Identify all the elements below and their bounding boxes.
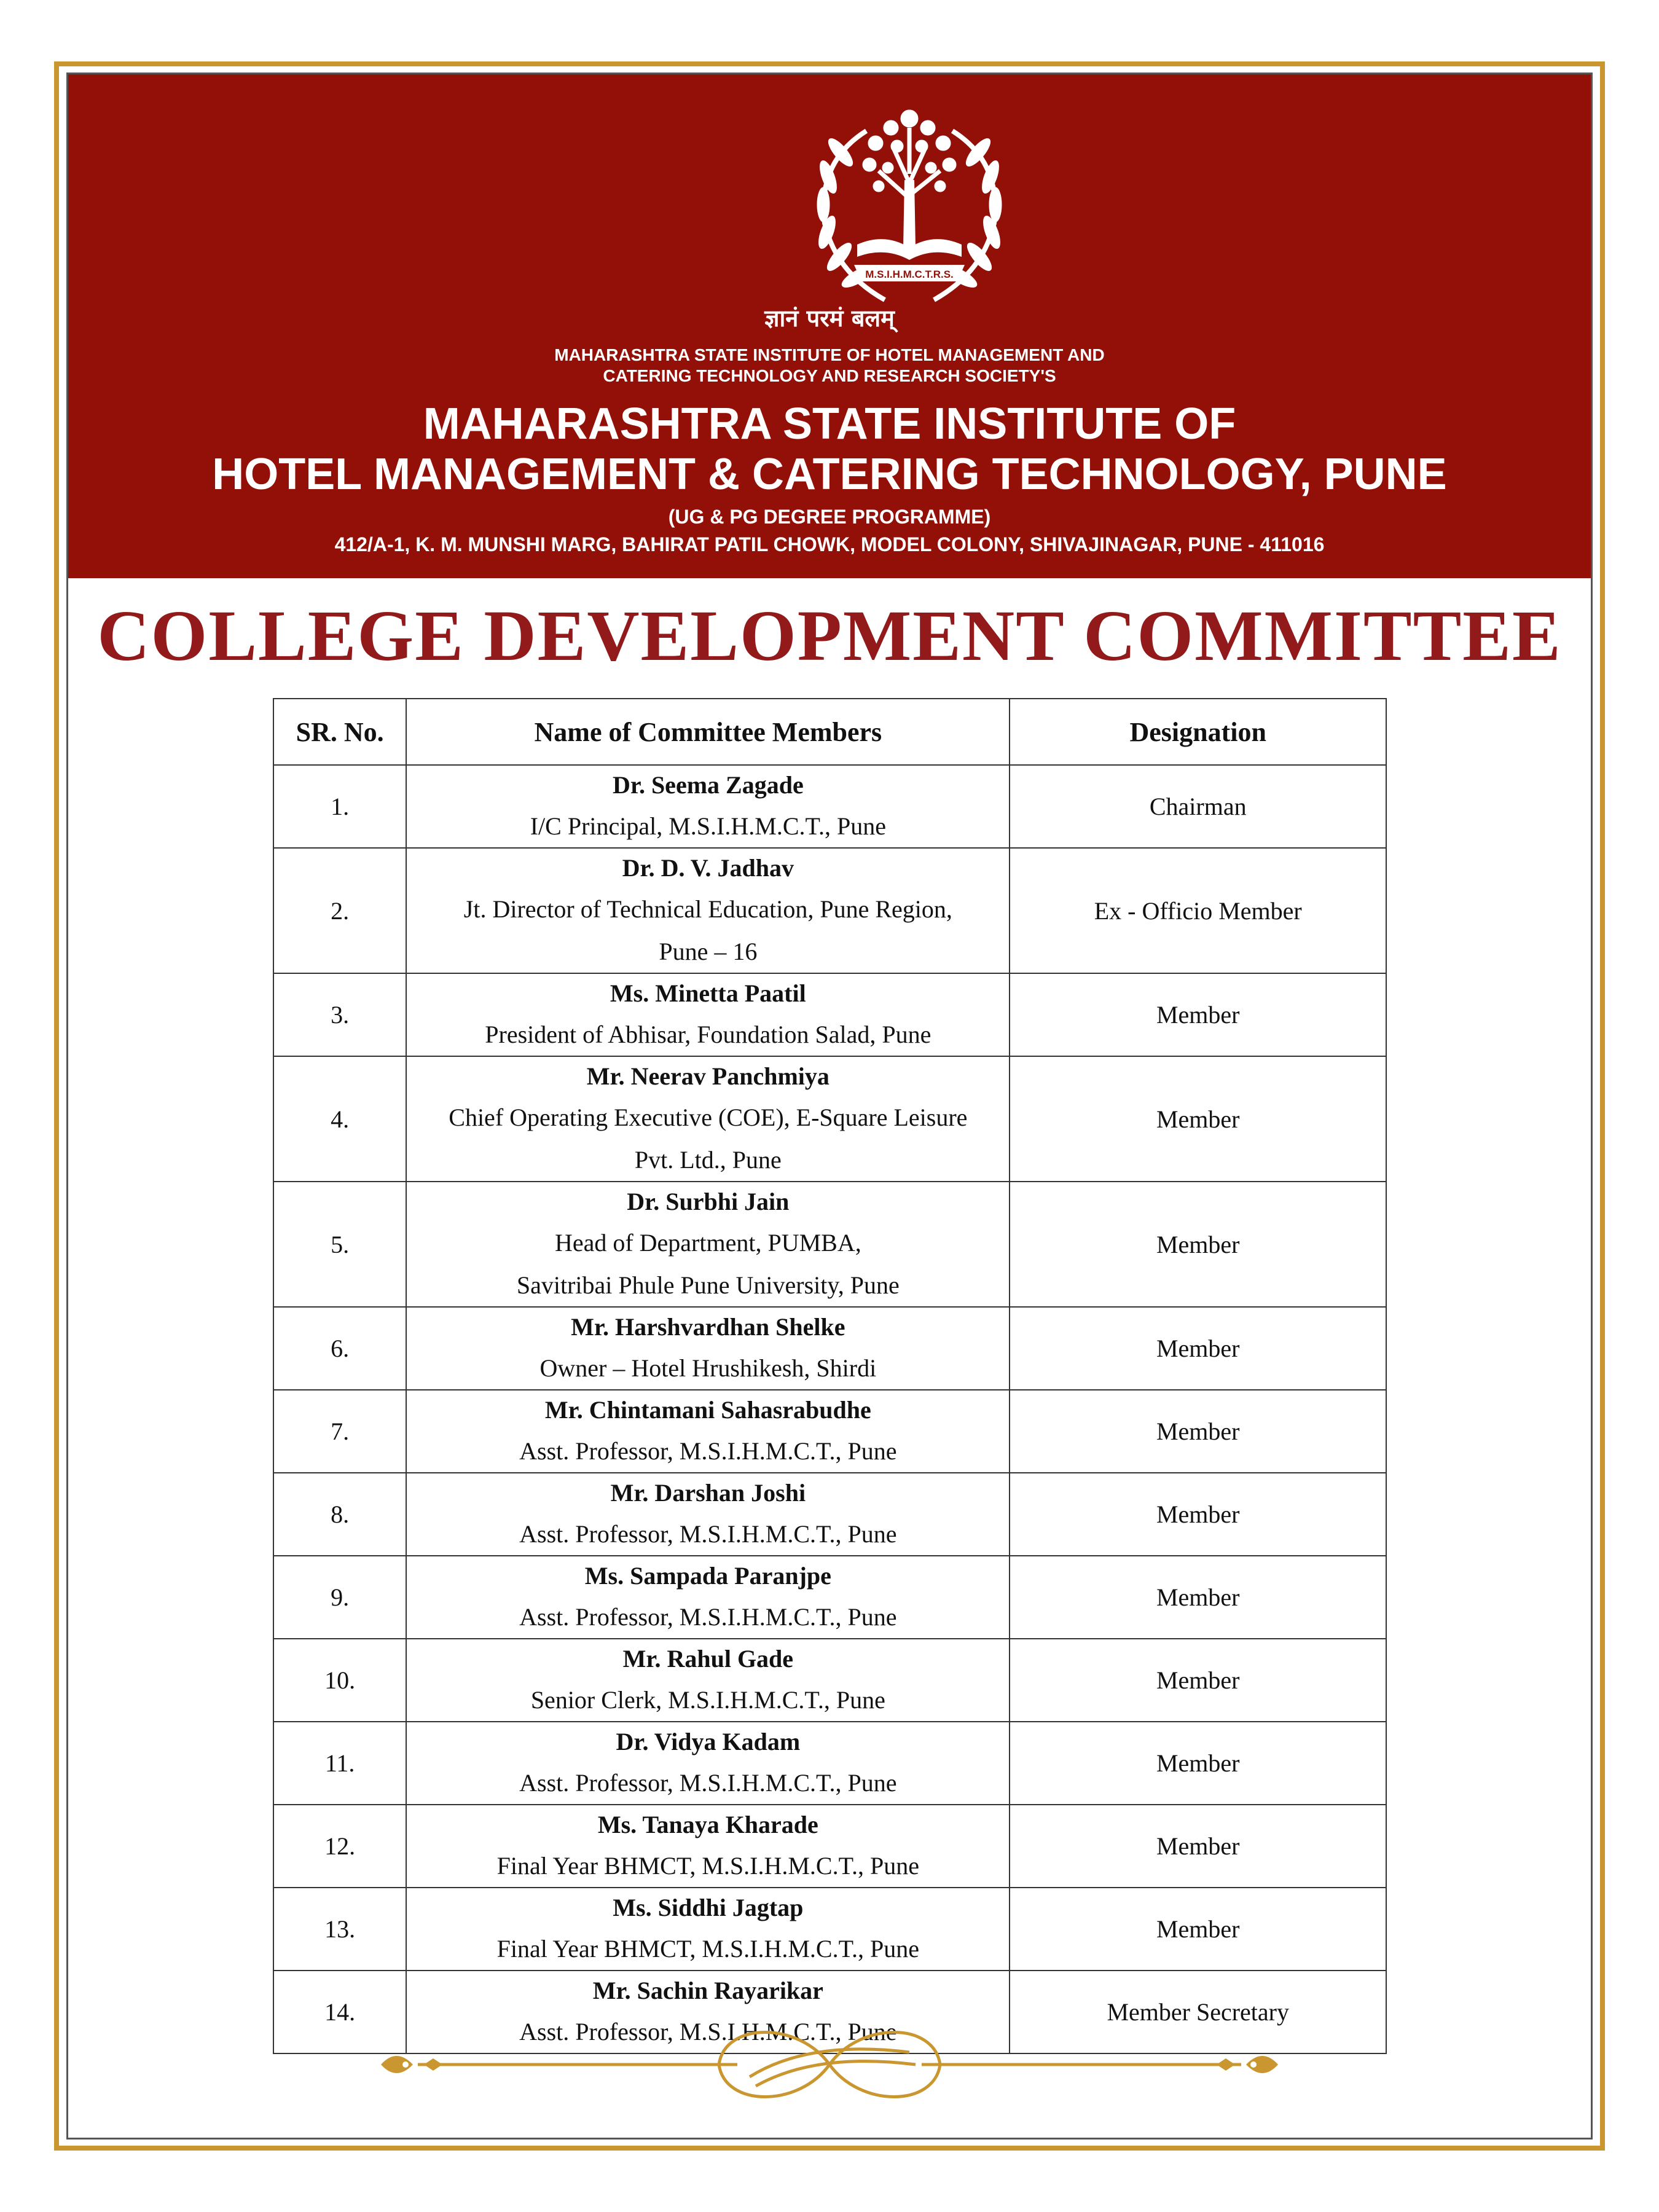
member-cell (406, 1307, 1010, 1390)
society-line-1: MAHARASHTRA STATE INSTITUTE OF HOTEL MANAGEMENT AND (554, 345, 1105, 364)
designation-cell: Member (1010, 1473, 1386, 1556)
member-name: Ms. Tanaya Kharade (597, 1811, 818, 1838)
member-detail: Pvt. Ltd., Pune (634, 1146, 782, 1174)
member-cell (406, 1390, 1010, 1473)
column-header-name: Name of Committee Members (406, 699, 1010, 765)
table-header-row (273, 699, 1386, 765)
member-name: Mr. Darshan Joshi (610, 1479, 806, 1507)
table-row (273, 1182, 1386, 1307)
sr-no-cell: 5. (273, 1182, 406, 1307)
member-name: Mr. Rahul Gade (622, 1645, 794, 1673)
motto: ज्ञानं परमं बलम् (764, 305, 895, 332)
member-detail: Savitribai Phule Pune University, Pune (516, 1271, 900, 1299)
society-name (68, 345, 1591, 386)
member-detail: Chief Operating Executive (COE), E-Square Leisure (449, 1104, 968, 1131)
member-name: Ms. Siddhi Jagtap (613, 1894, 804, 1921)
member-name: Ms. Minetta Paatil (610, 979, 806, 1007)
table-row (273, 1307, 1386, 1390)
member-cell (406, 765, 1010, 848)
member-detail: President of Abhisar, Foundation Salad, Pune (485, 1021, 931, 1048)
member-detail: Final Year BHMCT, M.S.I.H.M.C.T., Pune (496, 1935, 920, 1963)
sr-no-cell: 6. (273, 1307, 406, 1390)
table-row (273, 848, 1386, 973)
member-cell (406, 1722, 1010, 1805)
column-header-sr-no: SR. No. (273, 699, 406, 765)
page-title: COLLEGE DEVELOPMENT COMMITTEE (97, 595, 1562, 676)
sr-no-cell: 8. (273, 1473, 406, 1556)
member-detail: Asst. Professor, M.S.I.H.M.C.T., Pune (519, 2018, 897, 2045)
decorative-flourish-icon (369, 2009, 1290, 2120)
institute-address: 412/A-1, K. M. MUNSHI MARG, BAHIRAT PATIL CHOWK, MODEL COLONY, SHIVAJINAGAR, PUNE - 411016 (334, 533, 1325, 555)
member-name: Mr. Harshvardhan Shelke (571, 1313, 845, 1341)
member-detail: Head of Department, PUMBA, (554, 1229, 861, 1257)
designation-cell: Member (1010, 1056, 1386, 1182)
member-name: Mr. Sachin Rayarikar (592, 1977, 823, 2004)
member-cell (406, 1182, 1010, 1307)
sr-no-cell: 2. (273, 848, 406, 973)
sr-no-cell: 11. (273, 1722, 406, 1805)
designation-cell: Member (1010, 1805, 1386, 1888)
member-cell (406, 1805, 1010, 1888)
sr-no-cell: 10. (273, 1639, 406, 1722)
table-row (273, 973, 1386, 1056)
table-row (273, 765, 1386, 848)
designation-cell: Member (1010, 1182, 1386, 1307)
sr-no-cell: 13. (273, 1888, 406, 1971)
designation-cell: Member (1010, 1888, 1386, 1971)
table-row (273, 1722, 1386, 1805)
table-row (273, 1473, 1386, 1556)
table-row (273, 1888, 1386, 1971)
table-row (273, 1056, 1386, 1182)
member-detail: Asst. Professor, M.S.I.H.M.C.T., Pune (519, 1520, 897, 1548)
sr-no-cell: 12. (273, 1805, 406, 1888)
sr-no-cell: 7. (273, 1390, 406, 1473)
sr-no-cell: 1. (273, 765, 406, 848)
designation-cell: Member (1010, 1390, 1386, 1473)
designation-cell: Member (1010, 973, 1386, 1056)
designation-cell: Chairman (1010, 765, 1386, 848)
society-line-2: CATERING TECHNOLOGY AND RESEARCH SOCIETY'S (603, 366, 1056, 385)
table-row (273, 1805, 1386, 1888)
program-label: (UG & PG DEGREE PROGRAMME) (668, 506, 991, 528)
designation-cell: Member (1010, 1639, 1386, 1722)
member-cell (406, 848, 1010, 973)
sr-no-cell: 14. (273, 1971, 406, 2053)
designation-cell: Ex - Officio Member (1010, 848, 1386, 973)
member-detail: Senior Clerk, M.S.I.H.M.C.T., Pune (530, 1686, 885, 1714)
member-cell (406, 1639, 1010, 1722)
member-detail: Asst. Professor, M.S.I.H.M.C.T., Pune (519, 1769, 897, 1797)
emblem-banner-text: M.S.I.H.M.C.T.R.S. (865, 269, 954, 280)
member-cell (406, 1888, 1010, 1971)
member-name: Dr. Surbhi Jain (627, 1188, 790, 1215)
member-cell (406, 1473, 1010, 1556)
member-name: Mr. Neerav Panchmiya (586, 1062, 830, 1090)
member-name: Ms. Sampada Paranjpe (584, 1562, 831, 1590)
member-detail: Asst. Professor, M.S.I.H.M.C.T., Pune (519, 1603, 897, 1631)
designation-cell: Member (1010, 1307, 1386, 1390)
committee-table (273, 698, 1387, 2054)
member-cell (406, 1556, 1010, 1639)
member-detail: Jt. Director of Technical Education, Pune Region, (463, 895, 952, 923)
sr-no-cell: 3. (273, 973, 406, 1056)
column-header-designation: Designation (1010, 699, 1386, 765)
member-detail: I/C Principal, M.S.I.H.M.C.T., Pune (530, 812, 886, 840)
designation-cell: Member (1010, 1722, 1386, 1805)
member-name: Mr. Chintamani Sahasrabudhe (544, 1396, 871, 1424)
institute-line-1: MAHARASHTRA STATE INSTITUTE OF (423, 399, 1236, 449)
member-cell (406, 973, 1010, 1056)
member-cell (406, 1056, 1010, 1182)
member-detail: Asst. Professor, M.S.I.H.M.C.T., Pune (519, 1437, 897, 1465)
designation-cell: Member Secretary (1010, 1971, 1386, 2053)
table-row (273, 1639, 1386, 1722)
institute-line-2: HOTEL MANAGEMENT & CATERING TECHNOLOGY, PUNE (212, 450, 1447, 499)
member-name: Dr. Seema Zagade (612, 771, 804, 799)
member-name: Dr. Vidya Kadam (616, 1728, 801, 1755)
sr-no-cell: 4. (273, 1056, 406, 1182)
member-detail: Final Year BHMCT, M.S.I.H.M.C.T., Pune (496, 1852, 920, 1880)
sr-no-cell: 9. (273, 1556, 406, 1639)
table-row (273, 1390, 1386, 1473)
institute-header (68, 74, 1591, 578)
institute-name (68, 399, 1591, 500)
designation-cell: Member (1010, 1556, 1386, 1639)
member-detail: Owner – Hotel Hrushikesh, Shirdi (539, 1354, 877, 1382)
member-detail: Pune – 16 (659, 938, 758, 965)
table-row (273, 1556, 1386, 1639)
member-name: Dr. D. V. Jadhav (622, 854, 794, 882)
